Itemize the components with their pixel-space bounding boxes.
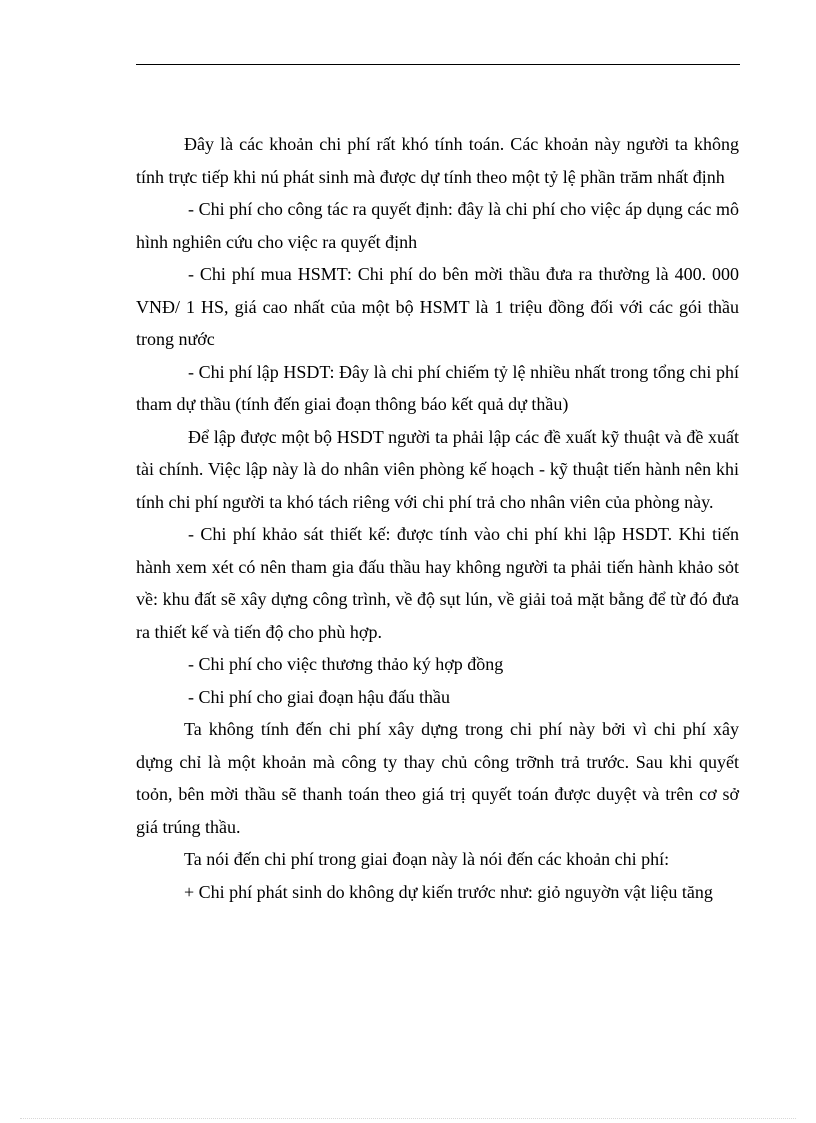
paragraph-post-bidding-cost: - Chi phí cho giai đoạn hậu đấu thầu bbox=[188, 686, 450, 707]
paragraph-negotiation-cost: - Chi phí cho việc thương thảo ký hợp đồng bbox=[188, 654, 504, 674]
document-body bbox=[136, 128, 739, 908]
paragraph-hsmt-cost: - Chi phí mua HSMT: Chi phí do bên mời thầu đưa ra thường là 400. 000 VNĐ/ 1 HS, giá cao nhất của một bộ HSMT là 1 triệu đồng đối với các gói thầu trong nước bbox=[136, 264, 739, 349]
paragraph-hsdt-preparation: Để lập được một bộ HSDT người ta phải lập các đề xuất kỹ thuật và đề xuất tài chính. Việc lập này là do nhân viên phòng kế hoạch - kỹ thuật tiến hành nên khi tính chi phí người ta khó tách riêng với chi phí trả cho nhân viên của phòng này. bbox=[136, 426, 739, 512]
paragraph-stage-costs-intro: Ta nói đến chi phí trong giai đoạn này là nói đến các khoản chi phí: bbox=[184, 849, 670, 869]
paragraph-survey-design-cost: - Chi phí khảo sát thiết kế: được tính vào chi phí khi lập HSDT. Khi tiến hành xem xét có nên tham gia đấu thầu hay không người ta phải tiến hành khảo sỏt về: khu đất sẽ xây dựng công trình, về độ sụt lún, về giải toả mặt bằng để từ đó đưa ra thiết kế và tiến độ cho phù hợp. bbox=[136, 524, 739, 642]
paragraph-unexpected-cost: + Chi phí phát sinh do không dự kiến trước như: giỏ nguyờn vật liệu tăng bbox=[184, 881, 713, 902]
paragraph-decision-cost: - Chi phí cho công tác ra quyết định: đây là chi phí cho việc áp dụng các mô hình nghiên cứu cho việc ra quyết định bbox=[136, 199, 739, 252]
paragraph-indirect-costs-intro: Đây là các khoản chi phí rất khó tính toán. Các khoản này người ta không tính trực tiếp khi nú phát sinh mà được dự tính theo một tỷ lệ phần trăm nhất định bbox=[136, 134, 739, 187]
paragraph-construction-cost-note: Ta không tính đến chi phí xây dựng trong chi phí này bởi vì chi phí xây dựng chỉ là một khoản mà công ty thay chủ công trỡnh trả trước. Sau khi quyết toỏn, bên mời thầu sẽ thanh toán theo giá trị quyết toán được duyệt và trên cơ sở giá trúng thầu. bbox=[136, 719, 739, 837]
page-bottom-border bbox=[20, 1118, 796, 1119]
paragraph-hsdt-cost: - Chi phí lập HSDT: Đây là chi phí chiếm tỷ lệ nhiều nhất trong tổng chi phí tham dự thầu (tính đến giai đoạn thông báo kết quả dự thầu) bbox=[136, 361, 739, 414]
header-rule bbox=[136, 64, 740, 65]
